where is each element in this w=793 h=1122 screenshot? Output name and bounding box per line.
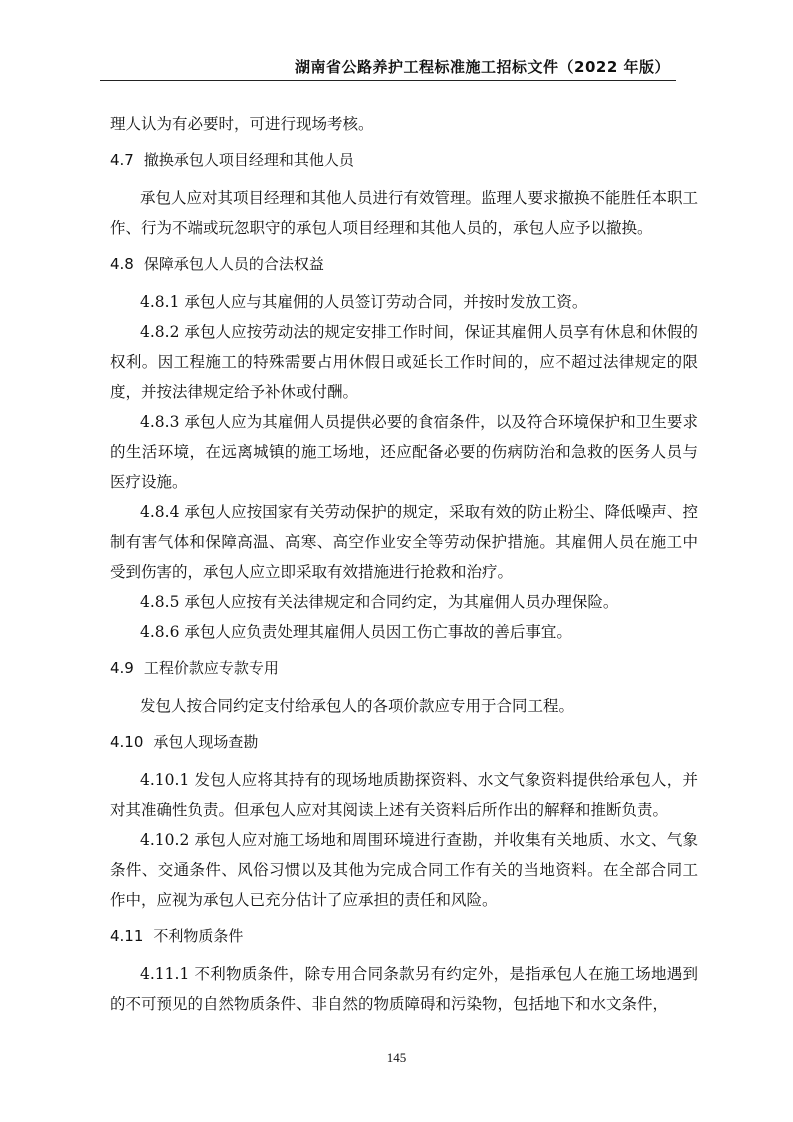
paragraph: 承包人应对其项目经理和其他人员进行有效管理。监理人要求撤换不能胜任本职工作、行为不端或玩忽职守的承包人项目经理和其他人员的，承包人应予以撤换。 xyxy=(110,189,699,237)
page-body xyxy=(110,109,698,1019)
section-number: 4.9 xyxy=(110,659,134,677)
paragraph: 4.11.1 不利物质条件，除专用合同条款另有约定外，是指承包人在施工场地遇到的不可预见的自然物质条件、非自然的物质障碍和污染物，包括地下和水文条件， xyxy=(110,965,698,1013)
section-number: 4.10 xyxy=(110,733,144,751)
paragraph: 4.8.4 承包人应按国家有关劳动保护的规定，采取有效的防止粉尘、降低噪声、控制有害气体和保障高温、高寒、高空作业安全等劳动保护措施。其雇佣人员在施工中受到伤害的，承包人应立即采取有效措施进行抢救和治疗。 xyxy=(110,503,698,581)
paragraph: 4.10.1 发包人应将其持有的现场地质勘探资料、水文气象资料提供给承包人，并对其准确性负责。但承包人应对其阅读上述有关资料后所作出的解释和推断负责。 xyxy=(110,771,698,819)
section-title: 不利物质条件 xyxy=(153,927,244,945)
paragraph: 4.8.1 承包人应与其雇佣的人员签订劳动合同，并按时发放工资。 xyxy=(140,293,588,311)
paragraph: 4.8.5 承包人应按有关法律规定和合同约定，为其雇佣人员办理保险。 xyxy=(140,593,619,611)
section-heading xyxy=(110,249,698,279)
section-heading xyxy=(110,921,698,951)
paragraph: 理人认为有必要时，可进行现场考核。 xyxy=(110,115,374,133)
document-title: 湖南省公路养护工程标准施工招标文件（2022 年版） xyxy=(295,58,670,76)
section-number: 4.8 xyxy=(110,255,134,273)
paragraph: 4.10.2 承包人应对施工场地和周围环境进行查勘，并收集有关地质、水文、气象条件、交通条件、风俗习惯以及其他为完成合同工作有关的当地资料。在全部合同工作中，应视为承包人已充分估计了应承担的责任和风险。 xyxy=(110,831,698,909)
paragraph: 4.8.2 承包人应按劳动法的规定安排工作时间，保证其雇佣人员享有休息和休假的权利。因工程施工的特殊需要占用休假日或延长工作时间的，应不超过法律规定的限度，并按法律规定给予补休或付酬。 xyxy=(110,323,698,401)
section-number: 4.7 xyxy=(110,151,134,169)
paragraph: 4.8.6 承包人应负责处理其雇佣人员因工伤亡事故的善后事宜。 xyxy=(140,623,572,641)
section-number: 4.11 xyxy=(110,927,144,945)
paragraph: 发包人按合同约定支付给承包人的各项价款应专用于合同工程。 xyxy=(140,697,575,715)
paragraph: 4.8.3 承包人应为其雇佣人员提供必要的食宿条件，以及符合环境保护和卫生要求的生活环境，在远离城镇的施工场地，还应配备必要的伤病防治和急救的医务人员与医疗设施。 xyxy=(110,413,698,491)
section-title: 工程价款应专款专用 xyxy=(143,659,279,677)
page-header xyxy=(100,50,676,81)
page-number: 145 xyxy=(386,1050,407,1065)
section-title: 撤换承包人项目经理和其他人员 xyxy=(143,151,354,169)
section-heading xyxy=(110,653,698,683)
section-heading xyxy=(110,727,698,757)
section-title: 保障承包人人员的合法权益 xyxy=(143,255,324,273)
section-title: 承包人现场查勘 xyxy=(153,733,259,751)
section-heading xyxy=(110,145,698,175)
